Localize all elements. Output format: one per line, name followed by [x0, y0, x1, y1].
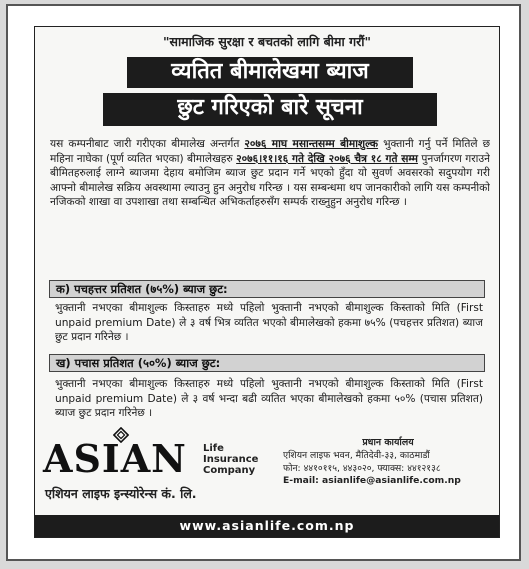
address-email: E-mail: asianlife@asianlife.com.np: [283, 475, 461, 487]
notice-panel: [34, 26, 500, 538]
intro-highlight-period: २०७६।११।१६ गते देखि २०७६ चैत्र १८ गते सम्म: [236, 152, 418, 165]
logo-subtitle: [203, 443, 258, 476]
address-heading: प्रधान कार्यालय: [362, 437, 414, 448]
address-line-1: एशियन लाइफ भवन, मैतिदेवी-३३, काठमाडौं: [283, 449, 430, 461]
logo-sub-life: Life: [203, 443, 224, 454]
head-office-address: [283, 437, 493, 488]
footer: [43, 433, 491, 513]
intro-text-3: पुनर्जागरण गराउने बीमितहरुलाई लाग्ने ब्याजमा देहाय बमोजिम ब्याज छुट प्रदान गर्ने भएको हुँदा यो सुवर्ण अवसरको सदुपयोग गरी आफ्नो बीमालेख सक्रिय अवस्थामा ल्याउनु हुन अनुरोध गरिन्छ । यस सम्बन्धमा थप जानकारीको लागि यस कम्पनीको नजिकको शाखा वा उपशाखा तथा सम्बन्धित अभिकर्ताहरुसँग सम्पर्क राख्नुहुन अनुरोध गरिन्छ ।: [50, 152, 490, 209]
banner-line-1: व्यतित बीमालेखमा ब्याज: [127, 57, 413, 88]
intro-text-2: भुक्तानी गर्नु पर्ने मितिले छ महिना नाघेका (पूर्ण व्यतित भएका) बीमालेखहरु: [50, 138, 490, 165]
section-1-body: भुक्तानी नभएका बीमाशुल्क किस्ताहरु मध्ये पहिलो भुक्तानी नभएको बीमाशुल्क किस्ताको मिति (First unpaid premium Date) ले ३ वर्ष भित्र व्यतित भएको बीमालेखको हकमा ७५% (पचहत्तर प्रतिशत) ब्याज छुट प्रदान गरिनेछ ।: [55, 302, 483, 344]
intro-highlight-deadline: २०७६ माघ मसान्तसम्म बीमाशुल्क: [244, 138, 379, 150]
tagline: "सामाजिक सुरक्षा र बचतको लागि बीमा गरौं": [162, 34, 372, 49]
section-1-title: क) पचहत्तर प्रतिशत (७५%) ब्याज छुट:: [49, 280, 485, 298]
section-2-body: भुक्तानी नभएका बीमाशुल्क किस्ताहरु मध्ये पहिलो भुक्तानी नभएको बीमाशुल्क किस्ताको मिति (First unpaid premium Date) ले ३ वर्ष भन्दा बढी व्यतित भएका बीमालेखको हकमा ५०% (पचास प्रतिशत) ब्याज छुट प्रदान गरिनेछ ।: [55, 378, 483, 420]
logo-nepali-name: एशियन लाइफ इन्स्योरेन्स कं. लि.: [45, 486, 197, 501]
address-phone-fax: फोन: ४४१०११५, ४४३०२०, फ्याक्स: ४४१२१३८: [283, 462, 441, 474]
logo-sub-insurance: Insurance: [203, 454, 259, 465]
intro-paragraph: [50, 137, 490, 267]
logo-sub-company: Company: [203, 465, 256, 476]
section-2-title: ख) पचास प्रतिशत (५०%) ब्याज छुट:: [49, 354, 485, 372]
intro-text-1: यस कम्पनीबाट जारी गरीएका बीमालेख अन्तर्गत: [50, 138, 245, 150]
logo-wordmark: ASIAN: [43, 436, 187, 481]
banner-line-2: छुट गरिएको बारे सूचना: [103, 93, 437, 126]
website-bar: www.asianlife.com.np: [35, 515, 499, 537]
notice-frame: [6, 4, 521, 561]
